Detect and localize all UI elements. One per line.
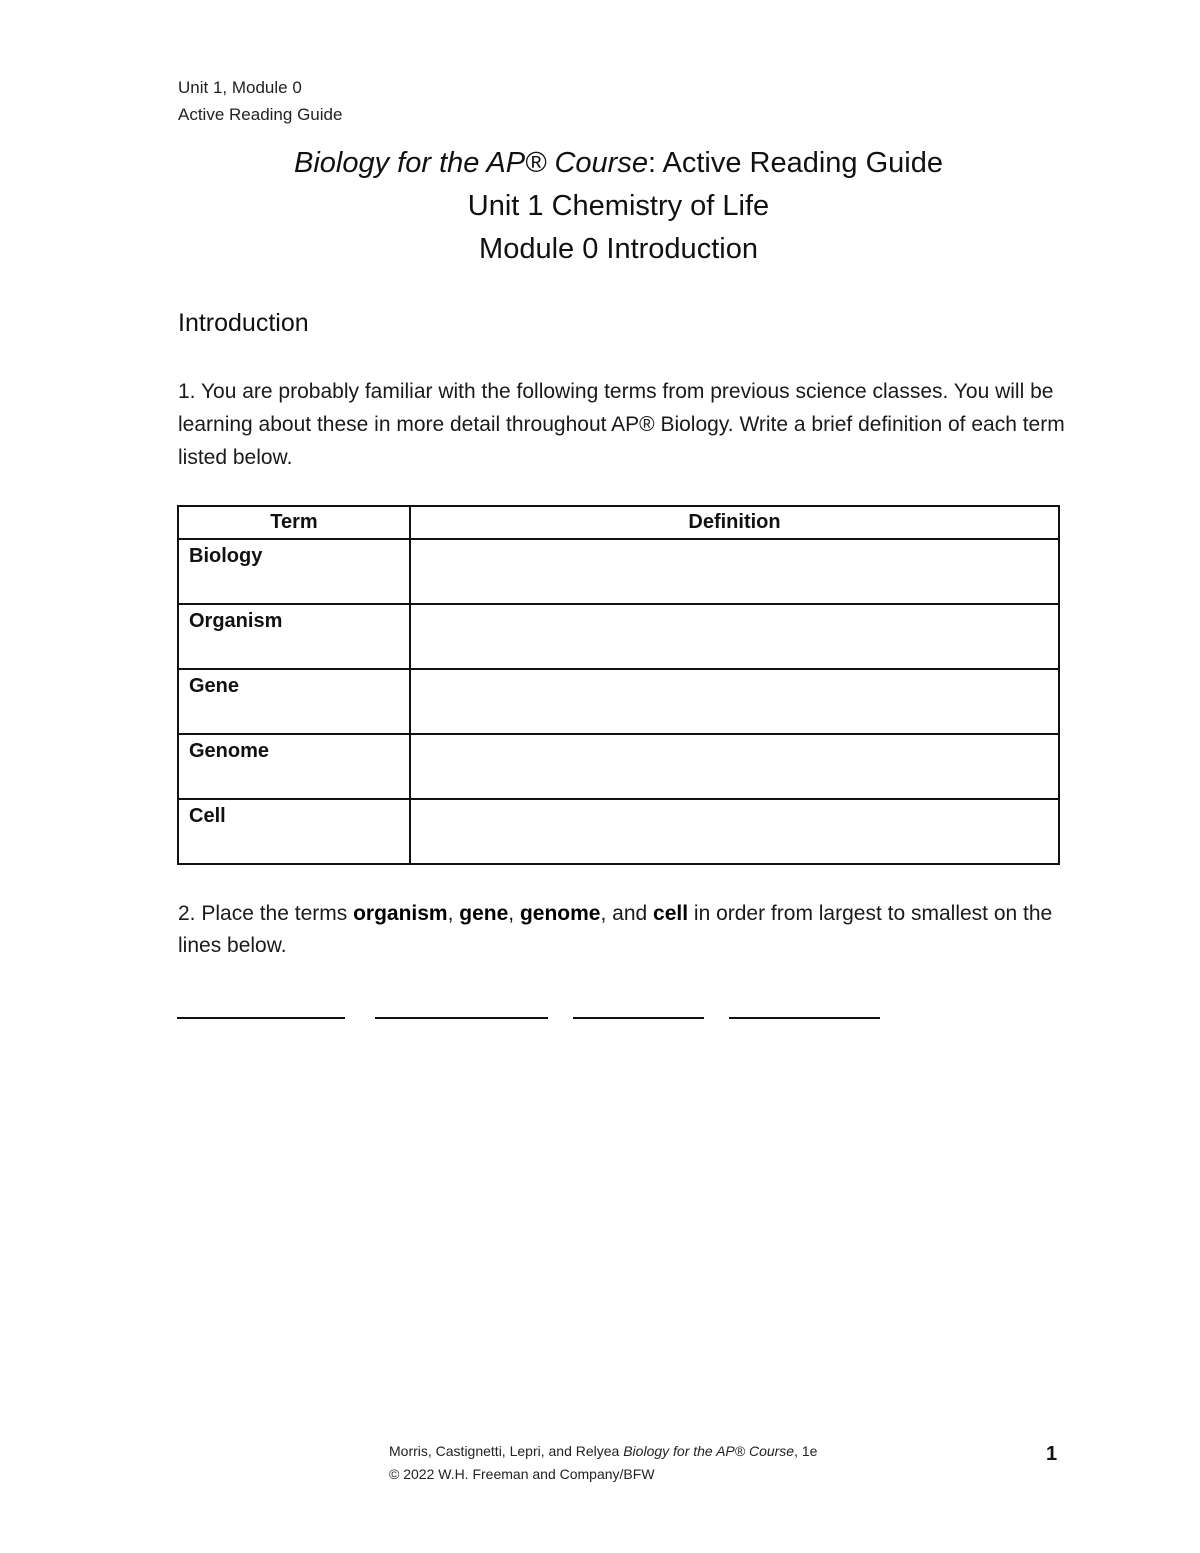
term-cell: Cell <box>178 799 410 864</box>
page-number: 1 <box>1046 1443 1058 1465</box>
q2-separator: , and <box>600 902 654 925</box>
header-unit-module: Unit 1, Module 0 <box>178 78 302 97</box>
definition-cell[interactable] <box>410 669 1059 734</box>
table-header-term: Term <box>178 506 410 539</box>
definition-cell[interactable] <box>410 734 1059 799</box>
answer-blank-2[interactable] <box>375 1017 548 1019</box>
footer-citation <box>389 1440 817 1463</box>
document-title <box>0 142 1200 271</box>
term-cell: Genome <box>178 734 410 799</box>
term-cell: Biology <box>178 539 410 604</box>
table-header-definition: Definition <box>410 506 1059 539</box>
term-cell: Organism <box>178 604 410 669</box>
definition-cell[interactable] <box>410 539 1059 604</box>
q2-prefix: 2. Place the terms <box>178 902 354 925</box>
question-2 <box>178 898 1078 962</box>
answer-blank-4[interactable] <box>729 1017 880 1019</box>
term-cell: Gene <box>178 669 410 734</box>
title-unit: Unit 1 Chemistry of Life <box>467 190 770 222</box>
definition-cell[interactable] <box>410 604 1059 669</box>
q2-term-organism: organism <box>353 902 448 925</box>
section-heading: Introduction <box>178 309 309 337</box>
table-header-row <box>178 506 1059 539</box>
table-row <box>178 734 1059 799</box>
page-header <box>178 74 342 128</box>
title-book <box>0 142 1200 185</box>
table-row <box>178 669 1059 734</box>
q2-separator: , <box>447 902 460 925</box>
footer-copyright: © 2022 W.H. Freeman and Company/BFW <box>389 1466 655 1482</box>
q2-separator: , <box>508 902 520 925</box>
q2-term-gene: gene <box>459 902 509 925</box>
answer-blank-3[interactable] <box>573 1017 704 1019</box>
q2-term-cell: cell <box>653 902 689 925</box>
q2-suffix: in order from largest to smallest on the lines below. <box>178 902 1053 957</box>
title-module: Module 0 Introduction <box>479 233 758 265</box>
definition-cell[interactable] <box>410 799 1059 864</box>
definitions-table <box>177 505 1060 865</box>
answer-blank-1[interactable] <box>177 1017 345 1019</box>
footer-book-italic: Biology for the AP® Course <box>623 1443 795 1459</box>
title-book-italic: Biology for the AP® Course <box>294 147 648 179</box>
footer-edition: , 1e <box>794 1443 818 1459</box>
table-row <box>178 539 1059 604</box>
header-guide-name: Active Reading Guide <box>178 105 343 124</box>
title-book-suffix: : Active Reading Guide <box>647 147 943 179</box>
footer-authors: Morris, Castignetti, Lepri, and Relyea <box>389 1443 624 1459</box>
q2-term-genome: genome <box>519 902 601 925</box>
table-row <box>178 604 1059 669</box>
question-1: 1. You are probably familiar with the following terms from previous science classes. You will be learning about these in more detail throughout AP® Biology. Write a brief definition of each term listed below. <box>178 380 1065 469</box>
table-row <box>178 799 1059 864</box>
page-footer <box>389 1440 817 1486</box>
